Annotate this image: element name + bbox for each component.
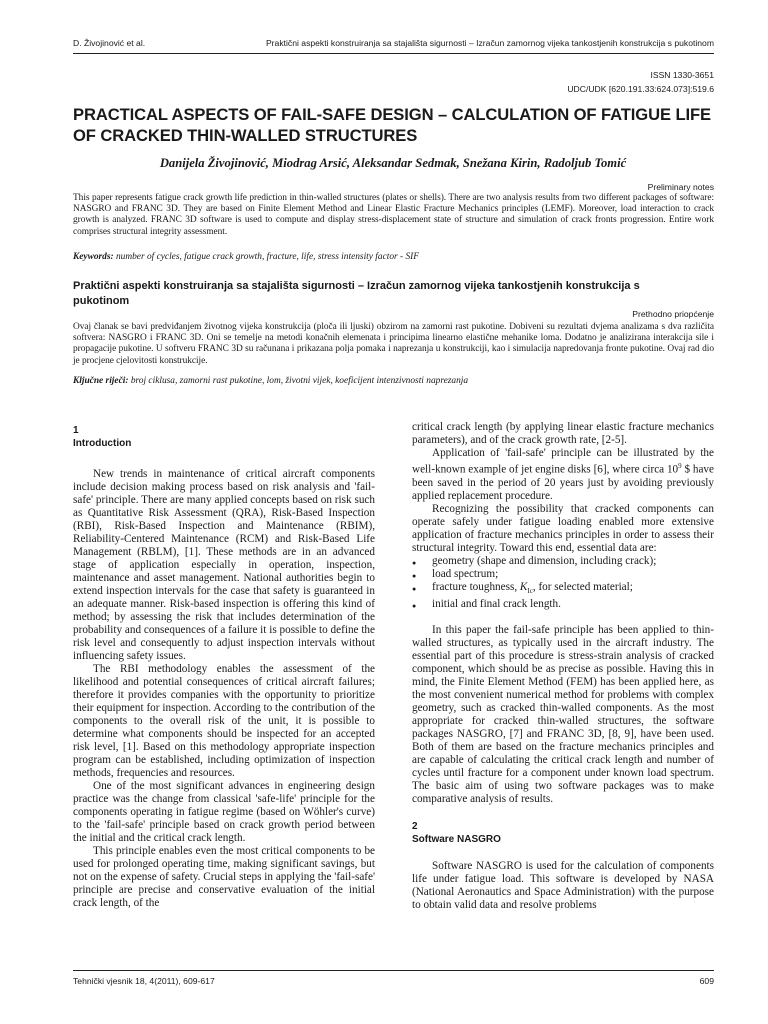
footer xyxy=(73,976,714,986)
authors: Danijela Živojinović, Miodrag Arsić, Aleksandar Sedmak, Snežana Kirin, Radoljub Tomić xyxy=(159,156,627,170)
list-item: ● geometry (shape and dimension, including crack); xyxy=(432,555,714,568)
running-header xyxy=(73,38,714,48)
paragraph: The RBI methodology enables the assessment of the likelihood and potential consequences of critical aircraft failures; therefore it provides companies with the opportunity to prioritize their equipment for inspection. According to the contribution of the components to the overall risk of the unit, it is possible to determine what components should be inspected for an accepted risk level, [1]. Based on this methodology appropriate inspection program can be established, including optimization of inspection methods, frequencies and resources. xyxy=(73,663,375,779)
paragraph: Recognizing the possibility that cracked components can operate safely under fatigue loading enabled more extensive application of fracture mechanics principles in order to assess their structural integrity. Toward this end, essential data are: xyxy=(412,502,714,554)
page-number: 609 xyxy=(699,976,714,986)
identifiers xyxy=(567,68,714,96)
text-run: $ have been saved in the period of 20 years just by avoiding previously applied replacement procedure. xyxy=(412,463,714,502)
paper-type-note-hr: Prethodno priopćenje xyxy=(632,309,714,319)
abstract-en: This paper represents fatigue crack growth life prediction in thin-walled structures (plates or shells). There are two analysis results from two different packages of software: NASGRO and FRANC 3D. They are based on Finite Element Method and Linear Elastic Fracture Mechanics principles (LEMF). Moreover, load interaction to crack growth is analyzed. FRANC 3D software is used to compute and display stress-displacement state of structure and simulation of crack fronts progression. Entire work comprises structural integrity assessment. xyxy=(73,193,714,237)
header-title: Praktični aspekti konstruiranja sa stajališta sigurnosti – Izračun zamornog vijeka tankostjenih konstrukcija s pukotinom xyxy=(265,38,714,48)
journal-citation: Tehnički vjesnik 18, 4(2011), 609-617 xyxy=(73,976,215,986)
keywords-hr xyxy=(73,376,714,387)
essential-data-list xyxy=(412,555,714,611)
keywords-en xyxy=(73,252,714,263)
keywords-label: Keywords: xyxy=(73,252,114,262)
section-title: Software NASGRO xyxy=(412,833,501,845)
paragraph: Software NASGRO is used for the calculation of components life under fatigue load. This software is developed by NASA (National Aeronautics and Space Administration) with the purpose to obtain valid data and resolve problems xyxy=(412,859,714,911)
udc: UDC/UDK [620.191.33:624.073]:519.6 xyxy=(567,84,714,94)
paragraph: critical crack length (by applying linear elastic fracture mechanics parameters), and of the crack growth rate, [2-5]. xyxy=(412,421,714,446)
keywords-label-hr: Ključne riječi: xyxy=(73,376,129,386)
header-authors: D. Živojinović et al. xyxy=(73,38,146,48)
paragraph: New trends in maintenance of critical aircraft components include decision making process based on risk analysis and 'fail-safe' principle. There are many applied concepts based on risk such as Quantitative Risk Assessment (QRA), Risk-Based Inspection (RBI), Risk-Based Inspection and Maintenance (RBIM), Reliability-Centered Maintenance (RCM) and Risk-Based Life Management (RBLM), [1]. These methods are in an advanced stage of application especially in operation, inspection, maintenance and asset management. National authorities begin to extend inspection intervals for the case that safety is guaranteed in an adequate manner. Risk-based inspection is offering this kind of method; by assessing the risk that includes determination of the probability and consequences of a failure it is possible to define the risk level and consequently to adjust inspection intervals without influencing safety issues. xyxy=(73,468,375,662)
right-column xyxy=(412,421,714,912)
list-item xyxy=(432,581,714,598)
header-rule xyxy=(73,53,714,54)
paragraph xyxy=(412,447,714,503)
superscript: 9 xyxy=(678,462,682,470)
paper-type-note: Preliminary notes xyxy=(647,182,714,192)
subscript: Ic xyxy=(527,586,533,595)
text-run: Application of 'fail-safe' principle can be illustrated by the well-known example of jet engine disks [6], where circa 10 xyxy=(412,447,714,476)
issn: ISSN 1330-3651 xyxy=(650,70,714,80)
paragraph: One of the most significant advances in engineering design practice was the change from classical 'safe-life' principle for the components operating in fatigue regime (based on Wöhler's curve) to the 'fail-safe' principle based on crack growth period between the initial and the critical crack length. xyxy=(73,780,375,844)
text-run: fracture toughness, xyxy=(432,580,520,593)
paper-title: PRACTICAL ASPECTS OF FAIL-SAFE DESIGN – CALCULATION OF FATIGUE LIFE OF CRACKED THIN-WALLED STRUCTURES xyxy=(73,105,712,145)
keywords-list: number of cycles, fatigue crack growth, fracture, life, stress intensity factor - SIF xyxy=(115,252,420,262)
left-column xyxy=(73,424,375,910)
paragraph: This principle enables even the most critical components to be used for prolonged operating time, making significant savings, but not on the expense of safety. Crucial steps in applying the 'fail-safe' principle are precise and conservative evaluation of the initial crack length, of the xyxy=(73,845,375,909)
symbol-k: K xyxy=(519,580,528,593)
list-item: ● load spectrum; xyxy=(432,568,714,581)
text-run: , for selected material; xyxy=(532,580,633,593)
paragraph: In this paper the fail-safe principle has been applied to thin-walled structures, as typically used in the aircraft industry. The essential part of this procedure is stress-strain analysis of cracked component, which should be as precise as possible. Having this in mind, the Finite Element Method (FEM) has been applied here, as the most convenient numerical method for problems with complex geometry, such as cracked thin-walled components. As the most appropriate for cracked thin-walled structures, the software packages NASGRO, [7] and FRANC 3D, [8, 9], have been used. Both of them are based on the fracture mechanics principles and are capable of calculating the critical crack length and number of cycles until fracture for a component under known load spectrum. The basic aim of using two software packages was to make comparative analysis of results. xyxy=(412,623,714,805)
paper-title-hr: Praktični aspekti konstruiranja sa stajališta sigurnosti – Izračun zamornog vijeka tankostjenih konstrukcija s pukotinom xyxy=(73,280,640,307)
footer-rule xyxy=(73,970,714,971)
section-number: 1 xyxy=(73,425,79,436)
section-title: Introduction xyxy=(73,438,132,449)
keywords-list-hr: broj ciklusa, zamorni rast pukotine, lom, životni vijek, koeficijent intenzivnosti naprezanja xyxy=(130,376,469,386)
section-number: 2 xyxy=(412,820,418,832)
abstract-hr: Ovaj članak se bavi predviđanjem životnog vijeka konstrukcija (ploča ili ljuski) obzirom na zamorni rast pukotine. Dobiveni su rezultati dvjema analizama s dva različita softvera: NASGRO i FRANC 3D. Oni se temelje na metodi konačnih elemenata i principima linearno elastične mehanike loma. Dodatno je analizirana interakcija sile i propagacije pukotine. U softveru FRANC 3D su računana i prikazana polja pomaka i naprezanja u konstrukciji, kao i simulacija napredovanja fronte pukotine. Ovaj rad dio je procjene cjelovitosti konstrukcije. xyxy=(73,322,714,366)
list-item: ● initial and final crack length. xyxy=(432,598,714,611)
